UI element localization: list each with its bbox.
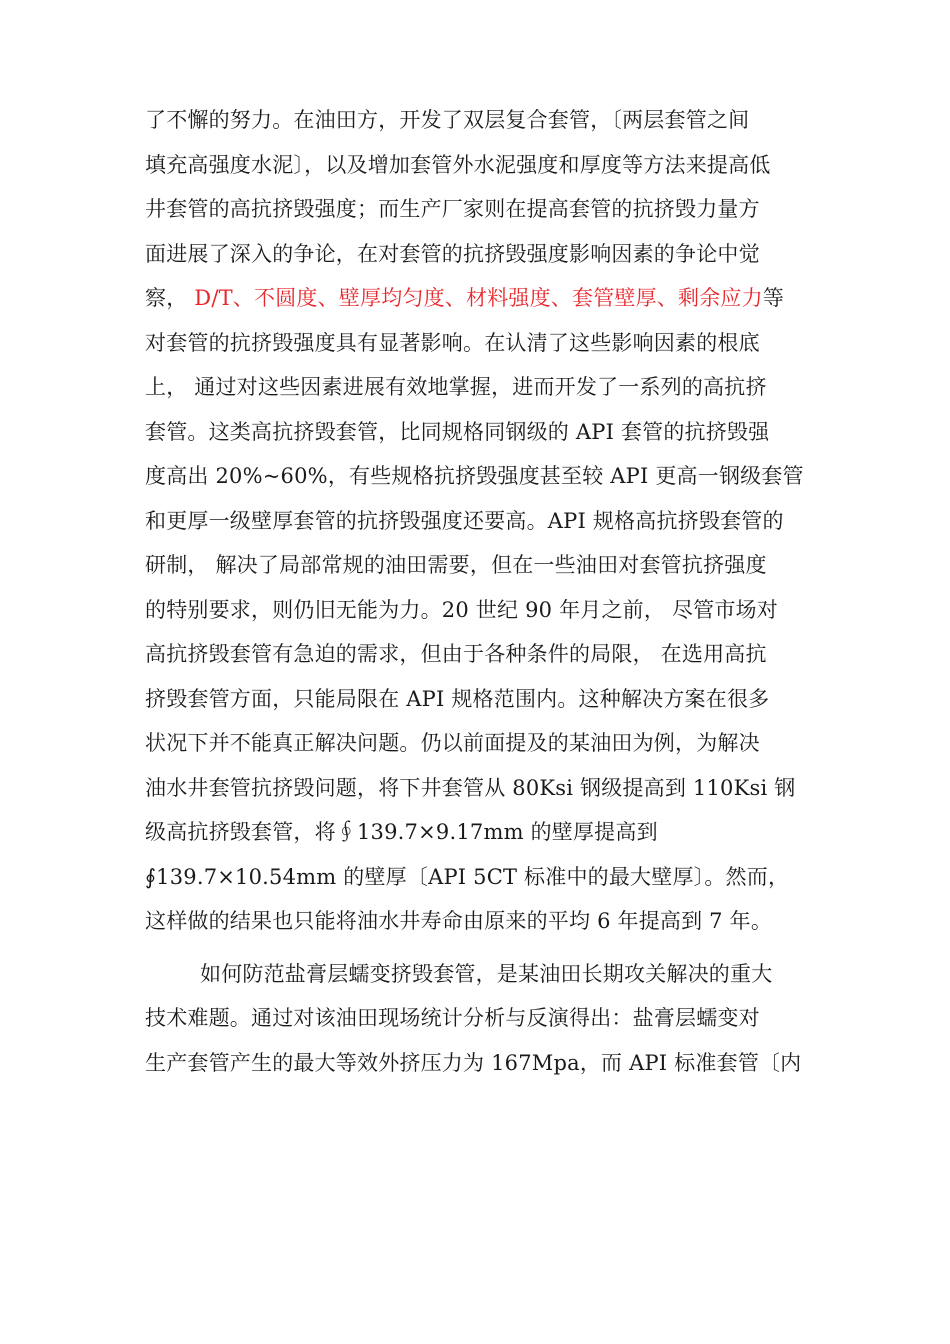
text-segment: 等	[762, 286, 785, 310]
text-line: 的特别要求，则仍旧无能为力。20 世纪 90 年月之前， 尽管市场对	[145, 598, 778, 622]
text-line: 油水井套管抗挤毁问题，将下井套管从 80Ksi 钢级提高到 110Ksi 钢	[145, 776, 796, 800]
text-line: 套管。这类高抗挤毁套管，比同规格同钢级的 API 套管的抗挤毁强	[145, 420, 770, 444]
text-segment: 察，	[145, 286, 195, 310]
text-line: 高抗挤毁套管有急迫的需求，但由于各种条件的局限， 在选用高抗	[145, 642, 767, 666]
text-line-indented: 如何防范盐膏层蠕变挤毁套管，是某油田长期攻关解决的重大	[145, 962, 773, 986]
text-line: 上， 通过对这些因素进展有效地掌握，进而开发了一系列的高抗挤	[145, 375, 767, 399]
text-line: 了不懈的努力。在油田方，开发了双层复合套管，〔两层套管之间	[145, 108, 750, 132]
text-line: 和更厚一级壁厚套管的抗挤毁强度还要高。API 规格高抗挤毁套管的	[145, 509, 784, 533]
text-line: 生产套管产生的最大等效外挤压力为 167Mpa，而 API 标准套管〔内	[145, 1051, 802, 1075]
text-line: 研制， 解决了局部常规的油田需要，但在一些油田对套管抗挤强度	[145, 553, 767, 577]
text-line: 度高出 20%~60%，有些规格抗挤毁强度甚至较 API 更高一钢级套管	[145, 464, 804, 488]
text-line: 井套管的高抗挤毁强度；而生产厂家则在提高套管的抗挤毁力量方	[145, 197, 760, 221]
text-line: 填充高强度水泥〕，以及增加套管外水泥强度和厚度等方法来提高低	[145, 153, 771, 177]
text-line: 级高抗挤毁套管，将∮139.7×9.17mm 的壁厚提高到	[145, 820, 658, 844]
text-line: 挤毁套管方面，只能局限在 API 规格范围内。这种解决方案在很多	[145, 687, 770, 711]
text-line-highlighted	[145, 284, 815, 312]
text-line: 技术难题。通过对该油田现场统计分析与反演得出：盐膏层蠕变对	[145, 1006, 760, 1030]
text-line: 面进展了深入的争论，在对套管的抗挤毁强度影响因素的争论中觉	[145, 242, 760, 266]
text-line: 这样做的结果也只能将油水井寿命由原来的平均 6 年提高到 7 年。	[145, 909, 773, 933]
text-line: 状况下并不能真正解决问题。仍以前面提及的某油田为例，为解决	[145, 731, 760, 755]
highlighted-factors: D/T、不圆度、壁厚均匀度、材料强度、套管壁厚、剩余应力	[194, 286, 763, 310]
text-line: 对套管的抗挤毁强度具有显著影响。在认清了这些影响因素的根底	[145, 331, 760, 355]
text-line: ∮139.7×10.54mm 的壁厚〔API 5CT 标准中的最大壁厚〕。然而，	[145, 865, 790, 889]
